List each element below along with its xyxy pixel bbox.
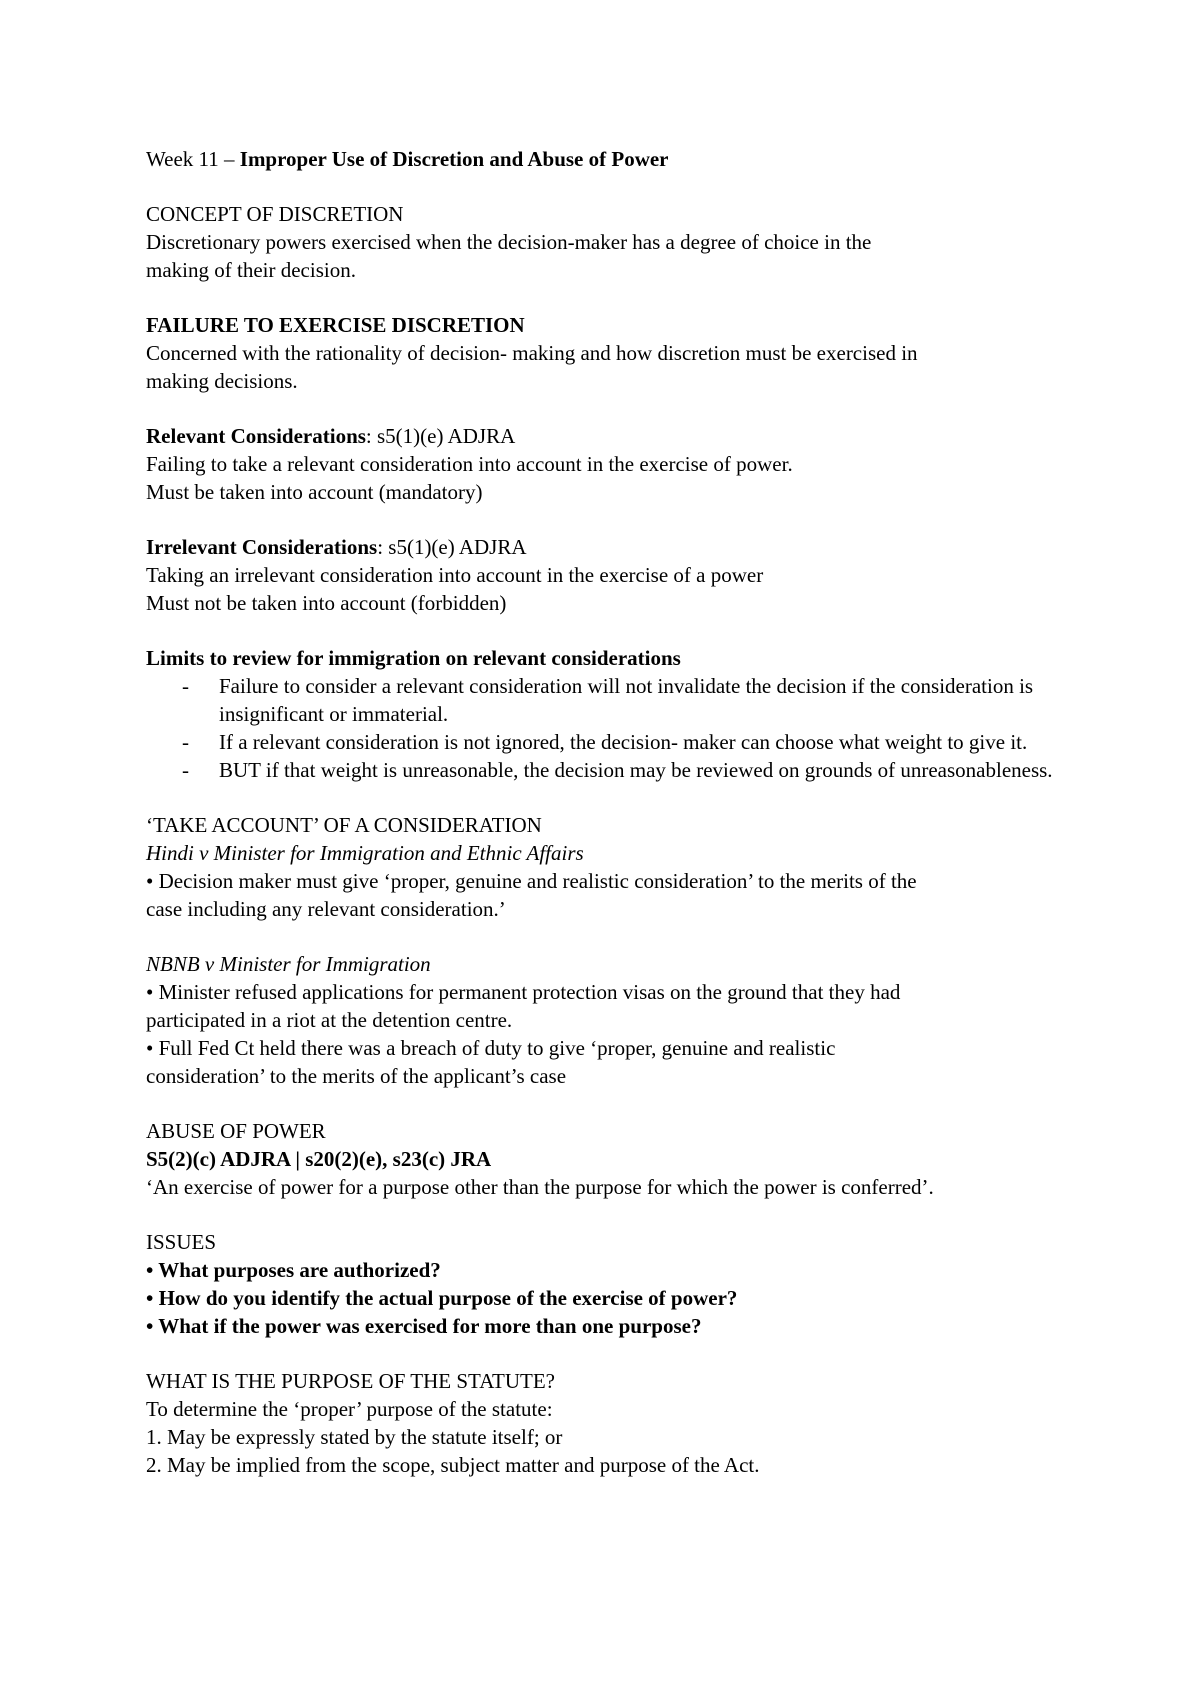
paragraph-line: making of their decision. bbox=[146, 258, 356, 282]
paragraph-line: consideration’ to the merits of the applicant’s case bbox=[146, 1064, 567, 1088]
abuse-ref: S5(2)(c) ADJRA | s20(2)(e), s23(c) JRA bbox=[146, 1147, 492, 1171]
relevant-ref: : s5(1)(e) ADJRA bbox=[365, 424, 516, 448]
paragraph-line: participated in a riot at the detention centre. bbox=[146, 1008, 513, 1032]
list-item: - Failure to consider a relevant consideration will not invalidate the decision if the consideration is insignificant or immaterial. bbox=[182, 674, 1034, 726]
paragraph-line: 1. May be expressly stated by the statute itself; or bbox=[146, 1425, 563, 1449]
paragraph-line: 2. May be implied from the scope, subject matter and purpose of the Act. bbox=[146, 1453, 760, 1477]
section-heading-take-account: ‘TAKE ACCOUNT’ OF A CONSIDERATION bbox=[146, 813, 542, 837]
title-main: Improper Use of Discretion and Abuse of Power bbox=[239, 147, 669, 171]
dash-marker: - bbox=[182, 674, 189, 698]
irrelevant-label: Irrelevant Considerations bbox=[146, 535, 378, 559]
irrelevant-ref: : s5(1)(e) ADJRA bbox=[377, 535, 527, 559]
section-heading-purpose: WHAT IS THE PURPOSE OF THE STATUTE? bbox=[146, 1369, 556, 1393]
title-prefix: Week 11 – bbox=[146, 147, 240, 171]
paragraph-line: • Decision maker must give ‘proper, genuine and realistic consideration’ to the merits of the bbox=[146, 869, 917, 893]
issue-item: • What if the power was exercised for more than one purpose? bbox=[146, 1314, 702, 1338]
section-heading-failure: FAILURE TO EXERCISE DISCRETION bbox=[146, 313, 525, 337]
abuse-quote: ‘An exercise of power for a purpose other than the purpose for which the power is conferred’. bbox=[146, 1175, 934, 1199]
section-heading-issues: ISSUES bbox=[146, 1230, 217, 1254]
relevant-label: Relevant Considerations bbox=[146, 424, 366, 448]
paragraph-line: case including any relevant consideration.’ bbox=[146, 897, 506, 921]
dash-marker: - bbox=[182, 758, 189, 782]
paragraph-line: • Minister refused applications for permanent protection visas on the ground that they had bbox=[146, 980, 901, 1004]
case-name-hindi: Hindi v Minister for Immigration and Ethnic Affairs bbox=[146, 841, 584, 865]
issue-item: • How do you identify the actual purpose of the exercise of power? bbox=[146, 1286, 738, 1310]
issue-item: • What purposes are authorized? bbox=[146, 1258, 441, 1282]
list-item: - BUT if that weight is unreasonable, the decision may be reviewed on grounds of unreasonableness. bbox=[182, 758, 1053, 782]
paragraph-line: Discretionary powers exercised when the decision-maker has a degree of choice in the bbox=[146, 230, 872, 254]
paragraph-line: Must be taken into account (mandatory) bbox=[146, 480, 483, 504]
paragraph-line: Failing to take a relevant consideration into account in the exercise of power. bbox=[146, 452, 793, 476]
dash-marker: - bbox=[182, 730, 189, 754]
paragraph-line: Must not be taken into account (forbidden) bbox=[146, 591, 507, 615]
page-title bbox=[146, 145, 1081, 173]
document-body bbox=[146, 145, 1081, 1479]
section-heading-abuse: ABUSE OF POWER bbox=[146, 1119, 326, 1143]
subheading-irrelevant bbox=[146, 533, 1081, 561]
case-name-nbnb: NBNB v Minister for Immigration bbox=[146, 952, 431, 976]
list-item: - If a relevant consideration is not ignored, the decision- maker can choose what weight to give it. bbox=[182, 730, 1028, 754]
paragraph-line: making decisions. bbox=[146, 369, 298, 393]
paragraph-line: • Full Fed Ct held there was a breach of duty to give ‘proper, genuine and realistic bbox=[146, 1036, 836, 1060]
paragraph-line: Taking an irrelevant consideration into account in the exercise of a power bbox=[146, 563, 764, 587]
paragraph-line: Concerned with the rationality of decision- making and how discretion must be exercised in bbox=[146, 341, 918, 365]
section-heading-concept: CONCEPT OF DISCRETION bbox=[146, 202, 404, 226]
section-heading-limits: Limits to review for immigration on relevant considerations bbox=[146, 646, 681, 670]
paragraph-line: To determine the ‘proper’ purpose of the statute: bbox=[146, 1397, 553, 1421]
subheading-relevant bbox=[146, 422, 1081, 450]
limits-list bbox=[146, 672, 1081, 784]
